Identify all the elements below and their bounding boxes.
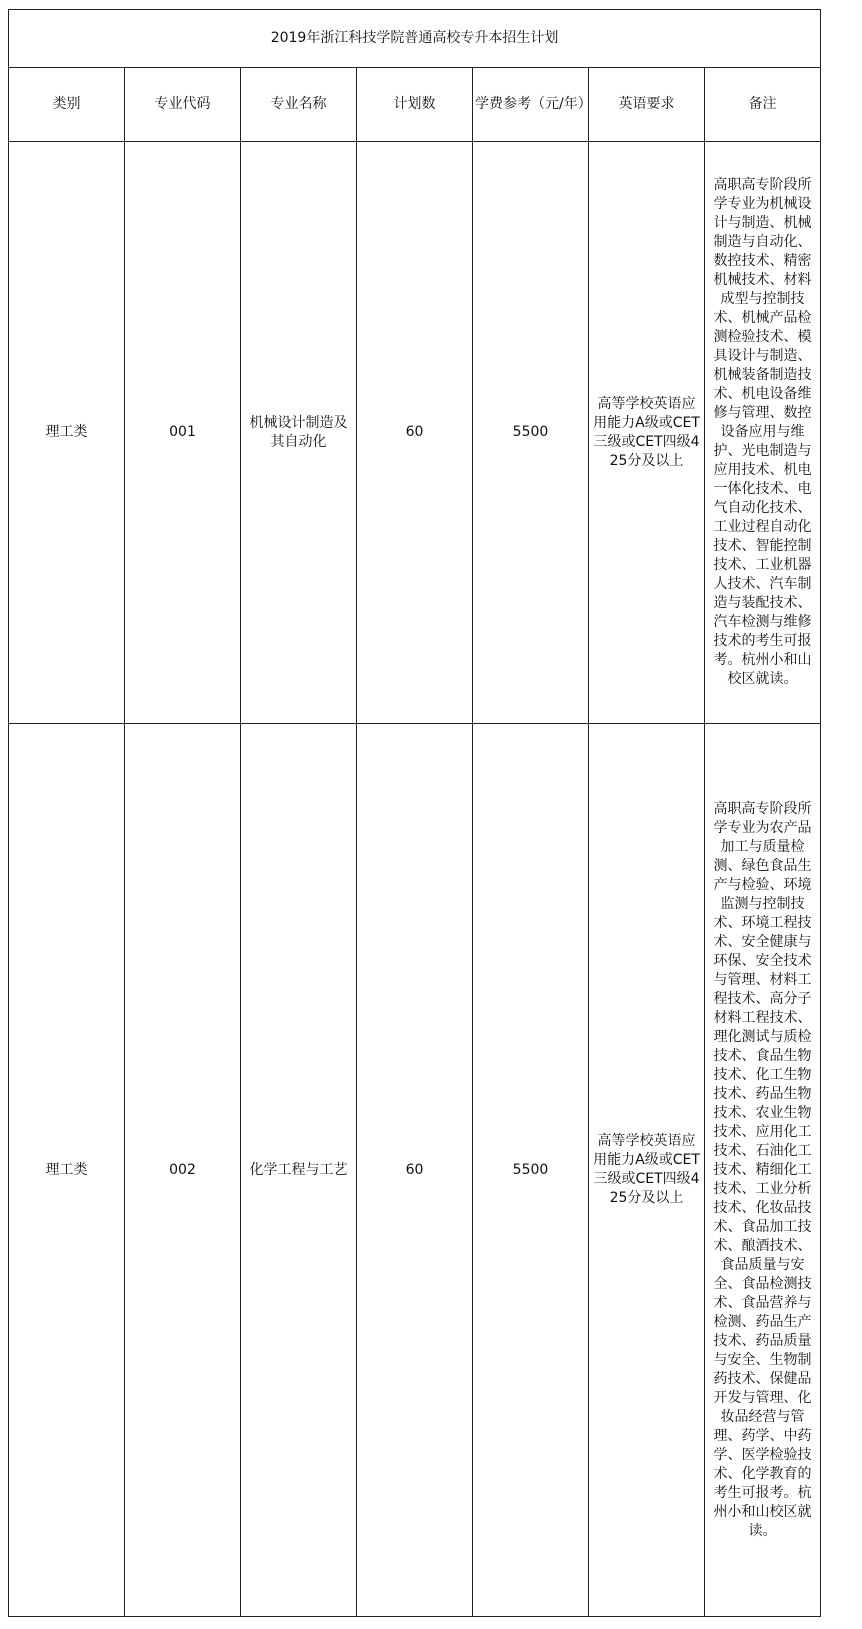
cell-remark: 高职高专阶段所学专业为机械设计与制造、机械制造与自动化、数控技术、精密机械技术、材料成型与控制技术、机械产品检测检验技术、模具设计与制造、机械装备制造技术、机电设备维修与管理、数控设备应用与维护、光电制造与应用技术、机电一体化技术、电气自动化技术、工业过程自动化技术、智能控制技术、工业机器人技术、汽车制造与装配技术、汽车检测与维修技术的考生可报考。杭州小和山校区就读。 (705, 142, 821, 724)
cell-english: 高等学校英语应用能力A级或CET三级或CET四级425分及以上 (589, 724, 705, 1617)
cell-major: 化学工程与工艺 (241, 724, 357, 1617)
table-title: 2019年浙江科技学院普通高校专升本招生计划 (9, 10, 821, 68)
header-category: 类别 (9, 68, 125, 142)
cell-plan: 60 (357, 724, 473, 1617)
cell-code: 002 (125, 724, 241, 1617)
cell-tuition: 5500 (473, 724, 589, 1617)
header-remark: 备注 (705, 68, 821, 142)
header-english: 英语要求 (589, 68, 705, 142)
cell-code: 001 (125, 142, 241, 724)
enrollment-plan-table (8, 9, 821, 1617)
table-row (9, 724, 821, 1617)
cell-remark: 高职高专阶段所学专业为农产品加工与质量检测、绿色食品生产与检验、环境监测与控制技术、环境工程技术、安全健康与环保、安全技术与管理、材料工程技术、高分子材料工程技术、理化测试与质检技术、食品生物技术、化工生物技术、药品生物技术、农业生物技术、应用化工技术、石油化工技术、精细化工技术、工业分析技术、化妆品技术、食品加工技术、酿酒技术、食品质量与安全、食品检测技术、食品营养与检测、药品生产技术、药品质量与安全、生物制药技术、保健品开发与管理、化妆品经营与管理、药学、中药学、医学检验技术、化学教育的考生可报考。杭州小和山校区就读。 (705, 724, 821, 1617)
cell-plan: 60 (357, 142, 473, 724)
header-major: 专业名称 (241, 68, 357, 142)
title-row (9, 10, 821, 68)
cell-major: 机械设计制造及其自动化 (241, 142, 357, 724)
table-row (9, 142, 821, 724)
cell-tuition: 5500 (473, 142, 589, 724)
cell-english: 高等学校英语应用能力A级或CET三级或CET四级425分及以上 (589, 142, 705, 724)
cell-category: 理工类 (9, 142, 125, 724)
header-code: 专业代码 (125, 68, 241, 142)
header-plan: 计划数 (357, 68, 473, 142)
header-row (9, 68, 821, 142)
cell-category: 理工类 (9, 724, 125, 1617)
header-tuition: 学费参考（元/年） (473, 68, 589, 142)
